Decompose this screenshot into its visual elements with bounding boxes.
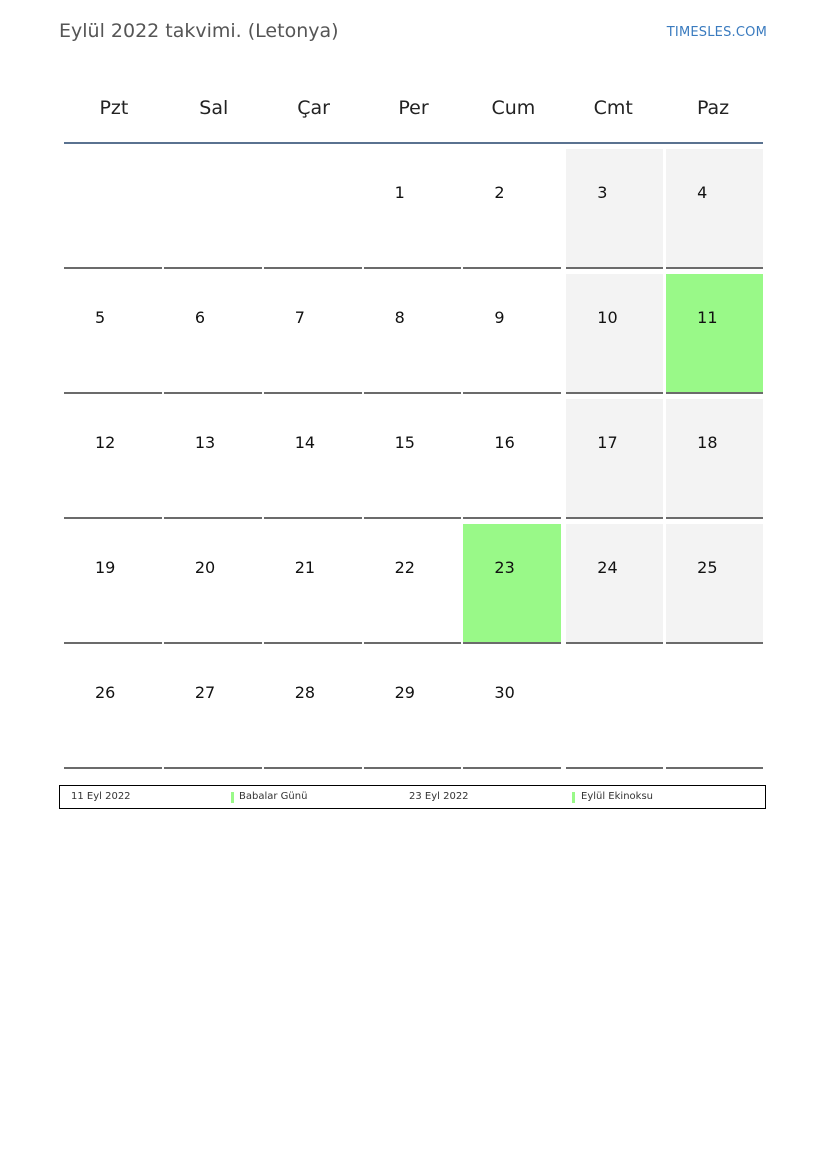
day-cell-weekend [666, 524, 763, 644]
day-cell [463, 274, 561, 394]
day-cell-weekend [566, 399, 663, 519]
week-row [64, 394, 763, 519]
day-number: 11 [697, 308, 718, 327]
weekday-header: Sal [199, 97, 229, 119]
day-number: 16 [494, 433, 515, 452]
day-cell [164, 399, 262, 519]
day-number: 4 [697, 183, 708, 202]
day-number: 13 [194, 433, 216, 452]
day-cell [666, 649, 763, 769]
day-number: 20 [194, 558, 216, 577]
day-cell [164, 524, 262, 644]
day-cell [264, 649, 362, 769]
legend-color-marker [231, 792, 234, 803]
day-number: 8 [394, 308, 405, 327]
day-cell [64, 274, 162, 394]
day-cell [264, 274, 362, 394]
weekday-header: Cmt [593, 97, 633, 119]
day-number: 27 [194, 683, 216, 702]
weekday-header: Paz [696, 97, 730, 119]
day-cell [264, 149, 362, 269]
day-cell [463, 149, 561, 269]
day-cell [364, 524, 462, 644]
day-number: 22 [394, 558, 415, 577]
brand-link[interactable]: TIMESLES.COM [666, 25, 767, 40]
week-row [64, 644, 763, 769]
weekday-header: Per [398, 97, 429, 119]
day-cell [164, 274, 262, 394]
day-cell [364, 649, 462, 769]
day-number: 10 [597, 308, 618, 327]
holiday-legend [59, 785, 766, 809]
day-cell [164, 149, 262, 269]
day-cell [364, 399, 462, 519]
day-cell [264, 524, 362, 644]
legend-color-marker [572, 792, 575, 803]
week-row [64, 269, 763, 394]
day-number: 14 [294, 433, 316, 452]
day-cell [463, 649, 561, 769]
day-number: 17 [597, 433, 618, 452]
day-number: 6 [194, 308, 206, 327]
day-cell [64, 649, 162, 769]
day-cell-weekend [566, 524, 663, 644]
legend-date: 23 Eyl 2022 [409, 791, 469, 802]
day-number: 19 [95, 558, 116, 577]
day-number: 12 [95, 433, 116, 452]
day-number: 26 [95, 683, 116, 702]
day-number: 29 [394, 683, 415, 702]
day-cell [64, 149, 162, 269]
weekday-header: Pzt [99, 97, 129, 119]
day-number: 3 [597, 183, 608, 202]
day-number: 15 [394, 433, 415, 452]
day-cell-weekend [566, 274, 663, 394]
day-cell-weekend [666, 149, 763, 269]
day-cell-weekend [666, 399, 763, 519]
legend-holiday-name: Babalar Günü [239, 791, 308, 802]
day-cell-holiday [666, 274, 763, 394]
day-number: 24 [597, 558, 618, 577]
day-number: 2 [494, 183, 505, 202]
day-cell [364, 149, 462, 269]
legend-date: 11 Eyl 2022 [71, 791, 131, 802]
weekday-header-row [64, 74, 763, 144]
week-row [64, 144, 763, 269]
week-row [64, 519, 763, 644]
day-cell-weekend [566, 149, 663, 269]
day-cell-holiday [463, 524, 561, 644]
day-cell [264, 399, 362, 519]
day-cell [164, 649, 262, 769]
day-cell [64, 524, 162, 644]
day-number: 5 [95, 308, 106, 327]
legend-holiday-name: Eylül Ekinoksu [581, 791, 653, 802]
day-cell [64, 399, 162, 519]
day-number: 9 [494, 308, 505, 327]
weekday-header: Çar [297, 97, 330, 119]
day-number: 7 [294, 308, 305, 327]
page-title: Eylül 2022 takvimi. (Letonya) [59, 20, 339, 42]
day-cell [566, 649, 663, 769]
day-cell [364, 274, 462, 394]
day-number: 30 [494, 683, 515, 702]
weekday-header: Cum [491, 97, 536, 119]
day-number: 18 [697, 433, 718, 452]
day-cell [463, 399, 561, 519]
day-number: 28 [294, 683, 316, 702]
day-number: 25 [697, 558, 718, 577]
day-number: 23 [494, 558, 515, 577]
day-number: 1 [394, 183, 405, 202]
day-number: 21 [294, 558, 316, 577]
calendar-grid [64, 74, 763, 769]
